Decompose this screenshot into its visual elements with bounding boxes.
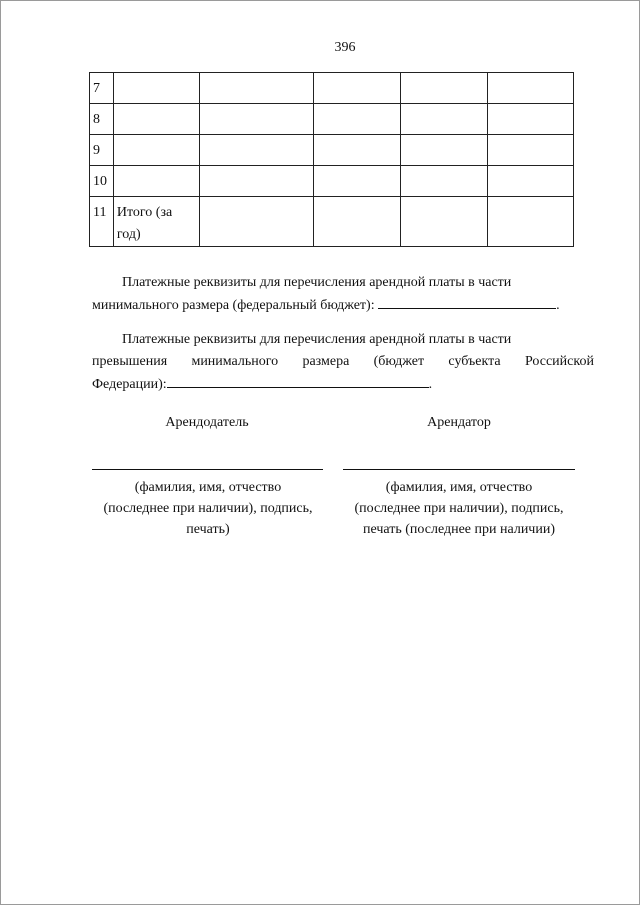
table-cell — [401, 104, 488, 135]
table-cell — [488, 104, 574, 135]
table-cell — [488, 197, 574, 247]
table-cell — [488, 73, 574, 104]
total-label-line: Итого (за — [116, 205, 173, 220]
total-label-line: год) — [116, 227, 141, 242]
table-cell — [313, 135, 401, 166]
paragraph-word: Российской — [524, 354, 594, 369]
table-total-row — [90, 197, 574, 247]
paragraph-text: Платежные реквизиты для перечисления арендной платы в части — [122, 275, 512, 290]
caption-line: (фамилия, имя, отчество — [134, 480, 282, 495]
paragraph-text: Платежные реквизиты для перечисления арендной платы в части — [122, 332, 512, 347]
table-cell — [313, 197, 401, 247]
punctuation: . — [428, 377, 433, 392]
table-row — [90, 73, 574, 104]
table-cell — [488, 135, 574, 166]
row-number-cell: 11 — [90, 197, 114, 247]
page-number: 396 — [334, 40, 356, 55]
table-cell — [313, 73, 401, 104]
table-cell — [199, 104, 313, 135]
tenant-signature-caption — [338, 477, 580, 540]
caption-line: (фамилия, имя, отчество — [385, 480, 533, 495]
table-cell — [401, 135, 488, 166]
row-number-cell: 10 — [90, 166, 114, 197]
table-cell — [401, 197, 488, 247]
table-cell — [488, 166, 574, 197]
rent-payment-table — [89, 72, 574, 247]
landlord-title: Арендодатель — [165, 415, 249, 430]
federal-details-blank[interactable] — [378, 294, 556, 309]
paragraph-word: минимального — [191, 354, 279, 369]
caption-line: печать) — [186, 522, 230, 537]
payment-details-federal — [92, 272, 594, 317]
table-row — [90, 104, 574, 135]
paragraph-word: размера — [302, 354, 350, 369]
payment-details-regional — [92, 329, 594, 396]
table-row — [90, 166, 574, 197]
tenant-title: Арендатор — [427, 415, 491, 430]
table-cell — [313, 166, 401, 197]
row-number-cell: 8 — [90, 104, 114, 135]
table-cell — [401, 166, 488, 197]
regional-details-blank[interactable] — [167, 373, 429, 388]
paragraph-line — [92, 373, 594, 396]
period-cell — [113, 73, 199, 104]
punctuation: . — [556, 298, 560, 313]
period-cell — [113, 135, 199, 166]
paragraph-line — [92, 294, 594, 317]
caption-line: (последнее при наличии), подпись, — [354, 501, 564, 516]
paragraph-line — [92, 329, 594, 351]
landlord-signature-caption — [88, 477, 328, 540]
row-number-cell: 9 — [90, 135, 114, 166]
table-cell — [401, 73, 488, 104]
table-cell — [199, 166, 313, 197]
paragraph-word: превышения — [92, 354, 168, 369]
tenant-signature-line[interactable] — [343, 469, 575, 470]
row-number-cell: 7 — [90, 73, 114, 104]
landlord-signature-line[interactable] — [92, 469, 323, 470]
period-cell — [113, 166, 199, 197]
paragraph-line — [92, 351, 594, 373]
paragraph-line — [92, 272, 594, 294]
table-cell — [199, 73, 313, 104]
caption-line: (последнее при наличии), подпись, — [103, 501, 313, 516]
period-cell — [113, 104, 199, 135]
paragraph-text: Федерации): — [92, 377, 167, 392]
total-label-cell — [113, 197, 199, 247]
table-cell — [199, 197, 313, 247]
table-cell — [313, 104, 401, 135]
paragraph-word: субъекта — [448, 354, 501, 369]
paragraph-word: (бюджет — [373, 354, 425, 369]
caption-line: печать (последнее при наличии) — [362, 522, 555, 537]
table-row — [90, 135, 574, 166]
paragraph-text: минимального размера (федеральный бюджет): — [92, 298, 375, 313]
table-cell — [199, 135, 313, 166]
